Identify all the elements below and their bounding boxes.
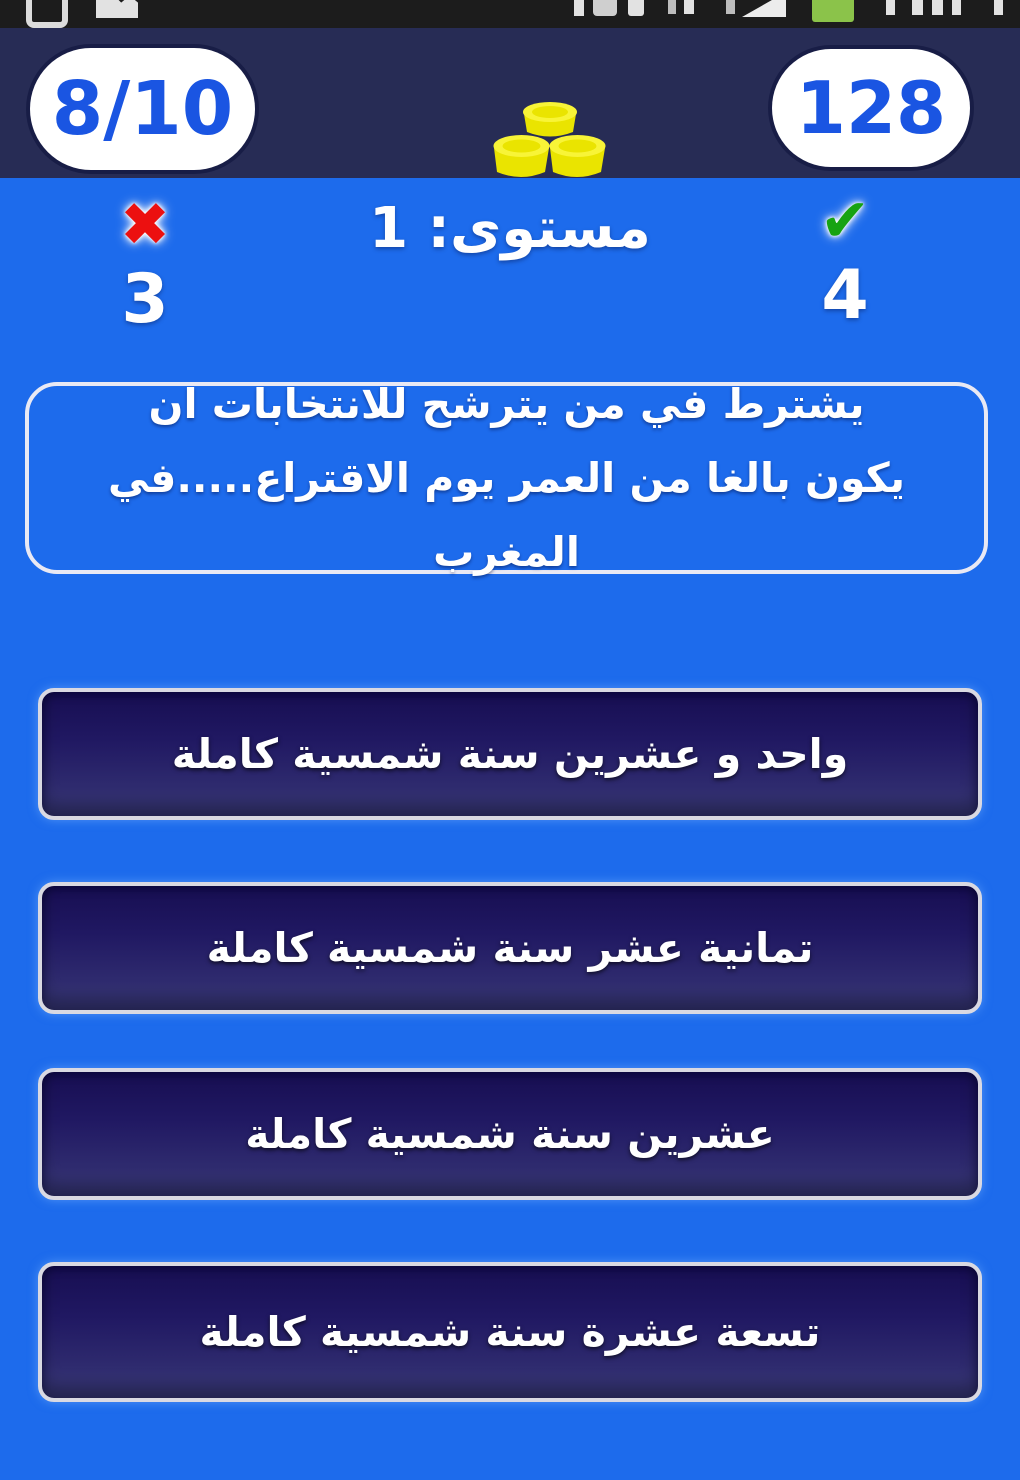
status-bar (0, 0, 1020, 28)
clock-digit-fragment (952, 0, 961, 15)
correct-count: 4 (821, 256, 869, 335)
question-text: يشترط في من يترشح للانتخابات ان يكون بالغا من العمر يوم الاقتراع.....في المغرب (108, 380, 905, 576)
sim-icon (668, 0, 676, 14)
wrong-x-icon: ✖ (119, 190, 171, 260)
answer-option-4[interactable] (38, 1262, 982, 1402)
clock-digit-fragment (886, 0, 895, 15)
headset-icon (628, 0, 644, 16)
clock-digit-fragment (932, 0, 943, 15)
gallery-icon (96, 0, 138, 18)
correct-answers-counter (765, 186, 925, 335)
answer-option-3-label: عشرين سنة شمسية كاملة (245, 1110, 775, 1158)
coins-count-label: 128 (795, 66, 947, 150)
sim2-icon (684, 0, 694, 14)
vibrate-icon (593, 0, 617, 16)
level-label: مستوى: 1 (369, 196, 651, 261)
alarm-icon (574, 0, 584, 16)
clock-digit-fragment (994, 0, 1003, 15)
wrong-count: 3 (121, 260, 169, 339)
answer-option-2-label: تمانية عشر سنة شمسية كاملة (206, 924, 814, 972)
correct-check-icon: ✔ (819, 186, 871, 256)
battery-icon (812, 0, 854, 22)
question-box (25, 382, 988, 574)
coins-count-badge (772, 49, 970, 167)
question-progress-label: 8/10 (51, 66, 234, 152)
question-progress-badge (30, 48, 255, 170)
coins-icon (486, 86, 614, 186)
notification-icon (26, 0, 68, 28)
signal-bar-icon (726, 0, 735, 14)
clock-digit-fragment (912, 0, 923, 15)
answer-option-3[interactable] (38, 1068, 982, 1200)
answer-option-2[interactable] (38, 882, 982, 1014)
answer-option-1-label: واحد و عشرين سنة شمسية كاملة (171, 730, 849, 778)
answer-option-1[interactable] (38, 688, 982, 820)
answer-option-4-label: تسعة عشرة سنة شمسية كاملة (199, 1308, 821, 1356)
signal-strength-icon (742, 0, 786, 17)
header-bar (0, 28, 1020, 178)
